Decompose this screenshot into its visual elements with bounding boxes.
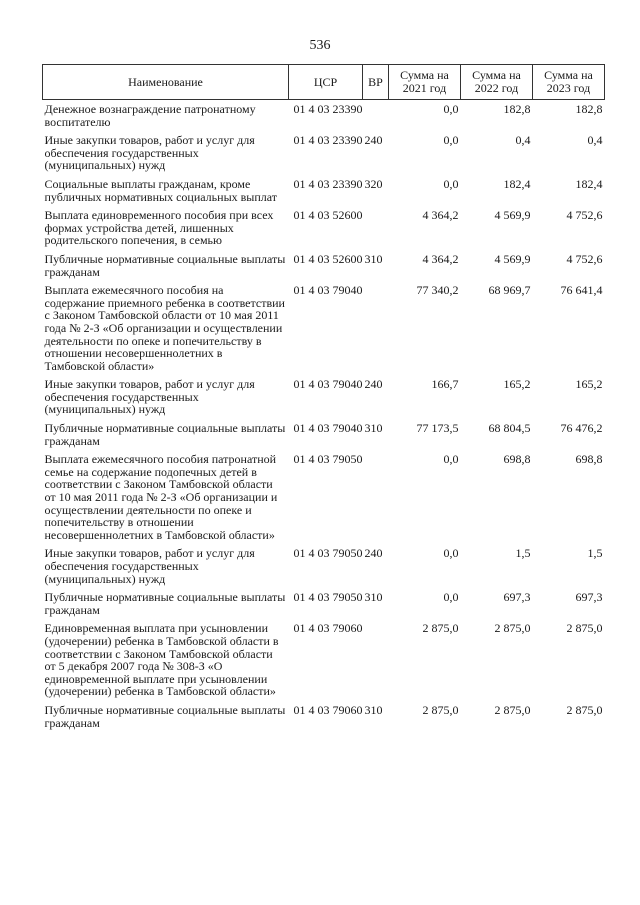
row-sum-2023: 182,4 (575, 176, 603, 191)
row-name: Публичные нормативные социальные выплаты гражданам (44, 421, 286, 448)
row-sum-2021: 166,7 (431, 377, 459, 392)
row-name: Социальные выплаты гражданам, кроме публичных нормативных социальных выплат (44, 176, 278, 204)
row-sum-2023: 76 641,4 (560, 283, 603, 298)
row-name: Выплата ежемесячного пособия на содержание приемного ребенка в соответствии с Законом Тамбовской области от 10 мая 2011 года № 2-З «Об организации и осуществлении деятельности по опеке и попечительству в отношении несовершеннолетних в Тамбовской области» (44, 283, 285, 373)
table-row (43, 206, 605, 250)
row-sum-2023: 697,3 (575, 590, 603, 605)
row-sum-2023: 4 752,6 (566, 208, 603, 223)
row-sum-2021: 0,0 (443, 102, 459, 116)
header-vr: ВР (363, 65, 389, 100)
header-sum-2023: Сумма на 2023 год (533, 65, 605, 100)
row-code: 01 4 03 79060 (293, 621, 363, 636)
row-sum-2021: 0,0 (443, 176, 459, 191)
row-vr (363, 450, 389, 544)
table-row (43, 131, 605, 175)
row-vr: 310 (364, 702, 383, 717)
row-name: Единовременная выплата при усыновлении (удочерении) ребенка в Тамбовской области в соответствии с Законом Тамбовской области от 5 декабря 2007 года № 308-З «О единовременной выплате при усыновлении (удочерении) ребенка в Тамбовской области» (44, 621, 279, 699)
row-sum-2023: 698,8 (575, 452, 603, 467)
row-name: Публичные нормативные социальные выплаты гражданам (44, 590, 286, 617)
row-sum-2022: 182,4 (503, 176, 531, 191)
row-vr: 320 (364, 176, 383, 191)
row-code: 01 4 03 23390 (293, 102, 363, 116)
row-sum-2022: 68 804,5 (488, 421, 531, 436)
row-vr (363, 206, 389, 250)
row-sum-2023: 2 875,0 (566, 621, 603, 636)
row-sum-2023: 0,4 (587, 133, 603, 148)
row-code: 01 4 03 23390 (293, 176, 363, 191)
row-code: 01 4 03 52600 (293, 251, 363, 266)
table-row (43, 588, 605, 619)
row-vr (363, 619, 389, 701)
row-code: 01 4 03 79040 (293, 421, 363, 436)
table-body (43, 100, 605, 733)
row-sum-2022: 4 569,9 (494, 251, 531, 266)
row-vr: 240 (364, 133, 383, 148)
row-vr (363, 281, 389, 375)
row-sum-2021: 0,0 (443, 590, 459, 605)
table-row (43, 250, 605, 281)
row-sum-2021: 77 340,2 (416, 283, 459, 298)
row-vr (363, 100, 389, 132)
row-sum-2022: 697,3 (503, 590, 531, 605)
row-name: Иные закупки товаров, работ и услуг для обеспечения государственных (муниципальных) нужд (44, 546, 255, 586)
row-name: Публичные нормативные социальные выплаты гражданам (44, 702, 286, 730)
row-sum-2021: 0,0 (443, 133, 459, 148)
row-code: 01 4 03 23390 (293, 133, 363, 148)
budget-table (42, 64, 605, 732)
row-sum-2021: 4 364,2 (422, 251, 459, 266)
header-code: ЦСР (289, 65, 363, 100)
row-code: 01 4 03 52600 (293, 208, 363, 223)
page-number: 536 (309, 38, 331, 53)
table-header-row (43, 65, 605, 100)
row-vr: 240 (364, 546, 383, 561)
row-sum-2022: 698,8 (503, 452, 531, 467)
row-sum-2022: 2 875,0 (494, 621, 531, 636)
row-sum-2022: 68 969,7 (488, 283, 531, 298)
table-row (43, 375, 605, 419)
row-sum-2021: 4 364,2 (422, 208, 459, 223)
row-sum-2021: 0,0 (443, 452, 459, 467)
row-name: Публичные нормативные социальные выплаты гражданам (44, 251, 286, 279)
row-sum-2023: 165,2 (575, 377, 603, 392)
table-row (43, 281, 605, 375)
row-sum-2022: 165,2 (503, 377, 531, 392)
row-sum-2022: 0,4 (515, 133, 531, 148)
row-sum-2023: 2 875,0 (566, 702, 603, 717)
row-code: 01 4 03 79060 (293, 702, 363, 717)
row-code: 01 4 03 79050 (293, 452, 363, 467)
row-sum-2023: 4 752,6 (566, 251, 603, 266)
row-vr: 310 (364, 421, 383, 436)
row-sum-2021: 0,0 (443, 546, 459, 561)
row-sum-2021: 2 875,0 (422, 621, 459, 636)
row-sum-2022: 1,5 (515, 546, 531, 561)
row-code: 01 4 03 79050 (293, 546, 363, 561)
row-sum-2023: 76 476,2 (560, 421, 603, 436)
row-name: Денежное вознаграждение патронатному воспитателю (44, 102, 256, 129)
row-vr: 310 (364, 251, 383, 266)
row-vr: 240 (364, 377, 383, 392)
row-name: Выплата ежемесячного пособия патронатной семье на содержание подопечных детей в соответствии с Законом Тамбовской области от 10 мая 2011 года № 2-З «Об организации и осуществлении деятельности по опеке и попечительству в отношении несовершеннолетних в Тамбовской области» (44, 452, 278, 542)
header-sum-2022: Сумма на 2022 год (461, 65, 533, 100)
row-sum-2022: 2 875,0 (494, 702, 531, 717)
row-sum-2022: 4 569,9 (494, 208, 531, 223)
header-name: Наименование (43, 65, 289, 100)
row-code: 01 4 03 79040 (293, 377, 363, 392)
table-row (43, 450, 605, 544)
row-sum-2021: 77 173,5 (416, 421, 459, 436)
row-sum-2021: 2 875,0 (422, 702, 459, 717)
table-row (43, 701, 605, 732)
row-sum-2023: 1,5 (587, 546, 603, 561)
table-row (43, 619, 605, 701)
row-sum-2022: 182,8 (503, 102, 531, 116)
row-sum-2023: 182,8 (575, 102, 603, 116)
row-name: Иные закупки товаров, работ и услуг для обеспечения государственных (муниципальных) нужд (44, 377, 255, 417)
table-row (43, 419, 605, 450)
table-row (43, 544, 605, 588)
row-name: Иные закупки товаров, работ и услуг для обеспечения государственных (муниципальных) нужд (44, 133, 255, 173)
row-code: 01 4 03 79050 (293, 590, 363, 605)
row-vr: 310 (364, 590, 383, 605)
header-sum-2021: Сумма на 2021 год (389, 65, 461, 100)
row-code: 01 4 03 79040 (293, 283, 363, 298)
table-row (43, 175, 605, 206)
table-row (43, 100, 605, 132)
row-name: Выплата единовременного пособия при всех формах устройства детей, лишенных родительского попечения, в семью (44, 208, 274, 248)
